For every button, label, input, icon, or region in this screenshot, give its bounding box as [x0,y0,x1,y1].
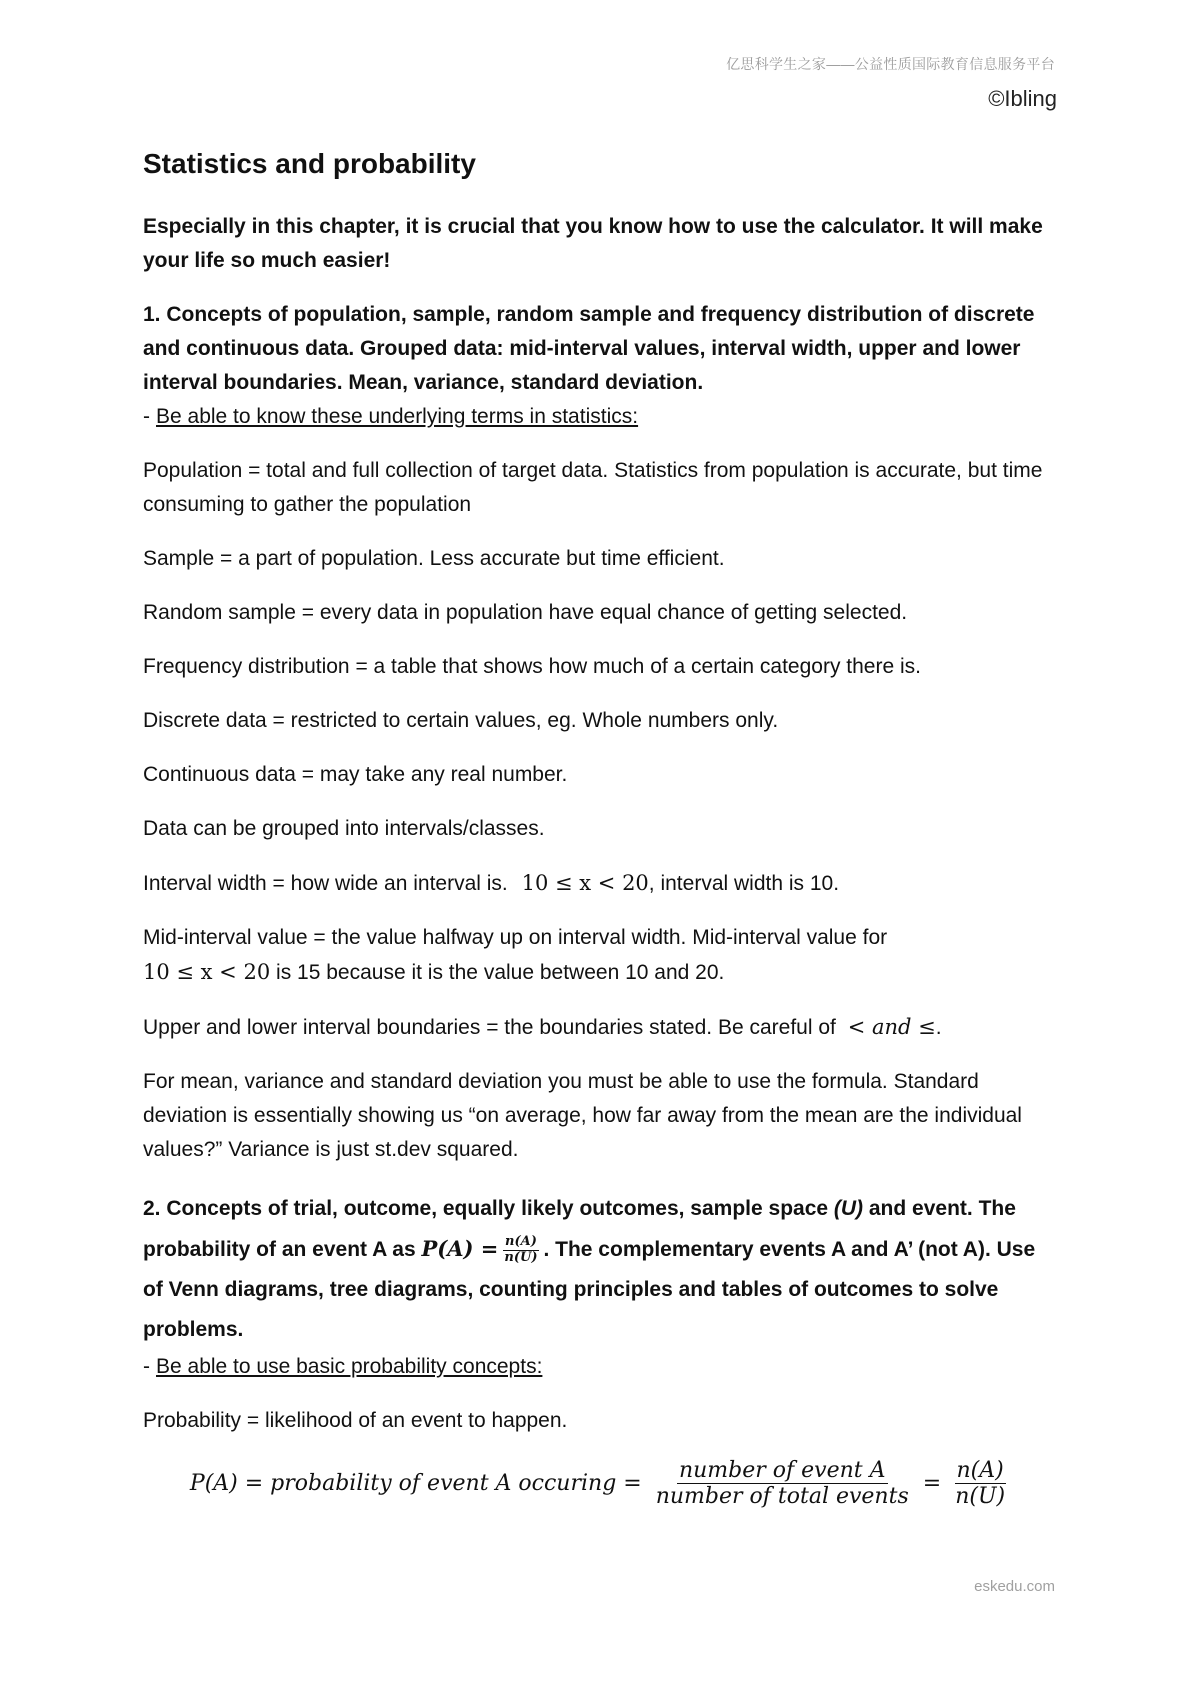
probability-symbol: P(A) = [421,1236,499,1261]
equation-numerator-symbols: n(A) [956,1458,1004,1483]
heading-fraction [502,1235,539,1266]
dash-marker: - [143,405,150,428]
definition-population: Population = total and full collection of target data. Statistics from population is accurate, but time consuming to gather the population [143,459,1043,516]
section-2-heading-u: (U) [833,1197,864,1220]
section-2-heading-b: and event. The probability of an event A as [143,1197,1016,1261]
definition-mean-variance: For mean, variance and standard deviation you must be able to use the formula. Standard deviation is essentially showing us “on average, how far away from the mean are the individual values?” Variance is just st.dev squared. [143,1070,1022,1161]
section-1-heading: 1. Concepts of population, sample, random sample and frequency distribution of discrete and continuous data. Grouped data: mid-interval values, interval width, upper and lower interval boundaries. Mean, variance, standard deviation. [143,303,1035,394]
section-2-heading-a: 2. Concepts of trial, outcome, equally likely outcomes, sample space [143,1197,834,1220]
section-1 [143,298,1058,434]
intro-paragraph: Especially in this chapter, it is crucial that you know how to use the calculator. It will make your life so much easier! [143,215,1043,272]
equation-fraction-symbols [953,1458,1007,1510]
page-title: Statistics and probability [143,148,476,179]
definition-random-sample: Random sample = every data in population have equal chance of getting selected. [143,601,908,624]
heading-fraction-denominator: n(U) [504,1249,538,1265]
section-2 [143,1189,1058,1384]
section-1-subheading-text: Be able to know these underlying terms in statistics: [156,405,639,428]
definition-continuous: Continuous data = may take any real number. [143,763,568,786]
mid-interval-post: is 15 because it is the value between 10 and 20. [276,961,725,984]
document-body [143,140,1058,1510]
section-2-subheading-text: Be able to use basic probability concepts: [156,1355,543,1378]
equation-denominator-words: number of total events [655,1484,909,1510]
interval-width-post: , interval width is 10. [648,872,840,895]
section-1-subheading [143,400,1058,434]
section-2-subheading [143,1350,1058,1384]
mid-interval-text: Mid-interval value = the value halfway up on interval width. Mid-interval value for [143,926,888,949]
section-2-heading-c: . The complementary events A and A’ (not A). Use of Venn diagrams, tree diagrams, counting principles and tables of outcomes to solve problems. [143,1238,1036,1341]
definition-frequency: Frequency distribution = a table that shows how much of a certain category there is. [143,655,921,678]
equation-equals: = [922,1470,942,1496]
equation-numerator-words: number of event A [678,1458,886,1483]
heading-fraction-numerator: n(A) [505,1234,537,1250]
definition-probability: Probability = likelihood of an event to happen. [143,1409,568,1432]
definition-interval-width [143,866,1058,901]
definition-grouped: Data can be grouped into intervals/classes. [143,817,545,840]
boundaries-text: Upper and lower interval boundaries = the boundaries stated. Be careful of [143,1016,836,1039]
interval-width-math: 10 ≤ x < 20 [521,871,649,895]
definition-discrete: Discrete data = restricted to certain values, eg. Whole numbers only. [143,709,779,732]
boundaries-post: . [935,1016,942,1039]
interval-width-text: Interval width = how wide an interval is. [143,872,508,895]
equation-fraction-words [654,1458,911,1510]
header-site-text: 亿思科学生之家——公益性质国际教育信息服务平台 [726,56,1055,72]
boundaries-math: < and ≤ [847,1015,936,1039]
footer-site: eskedu.com [974,1578,1055,1595]
definition-boundaries [143,1010,1058,1045]
header-copyright: ©Ibling [988,86,1057,111]
dash-marker: - [143,1355,150,1378]
definition-sample: Sample = a part of population. Less accurate but time efficient. [143,547,725,570]
section-2-heading [143,1189,1058,1350]
probability-equation [143,1458,1058,1510]
equation-denominator-symbols: n(U) [955,1484,1006,1510]
definition-mid-interval [143,921,1058,990]
equation-lhs: P(A) = probability of event A occuring = [189,1470,642,1496]
mid-interval-math: 10 ≤ x < 20 [143,960,271,984]
